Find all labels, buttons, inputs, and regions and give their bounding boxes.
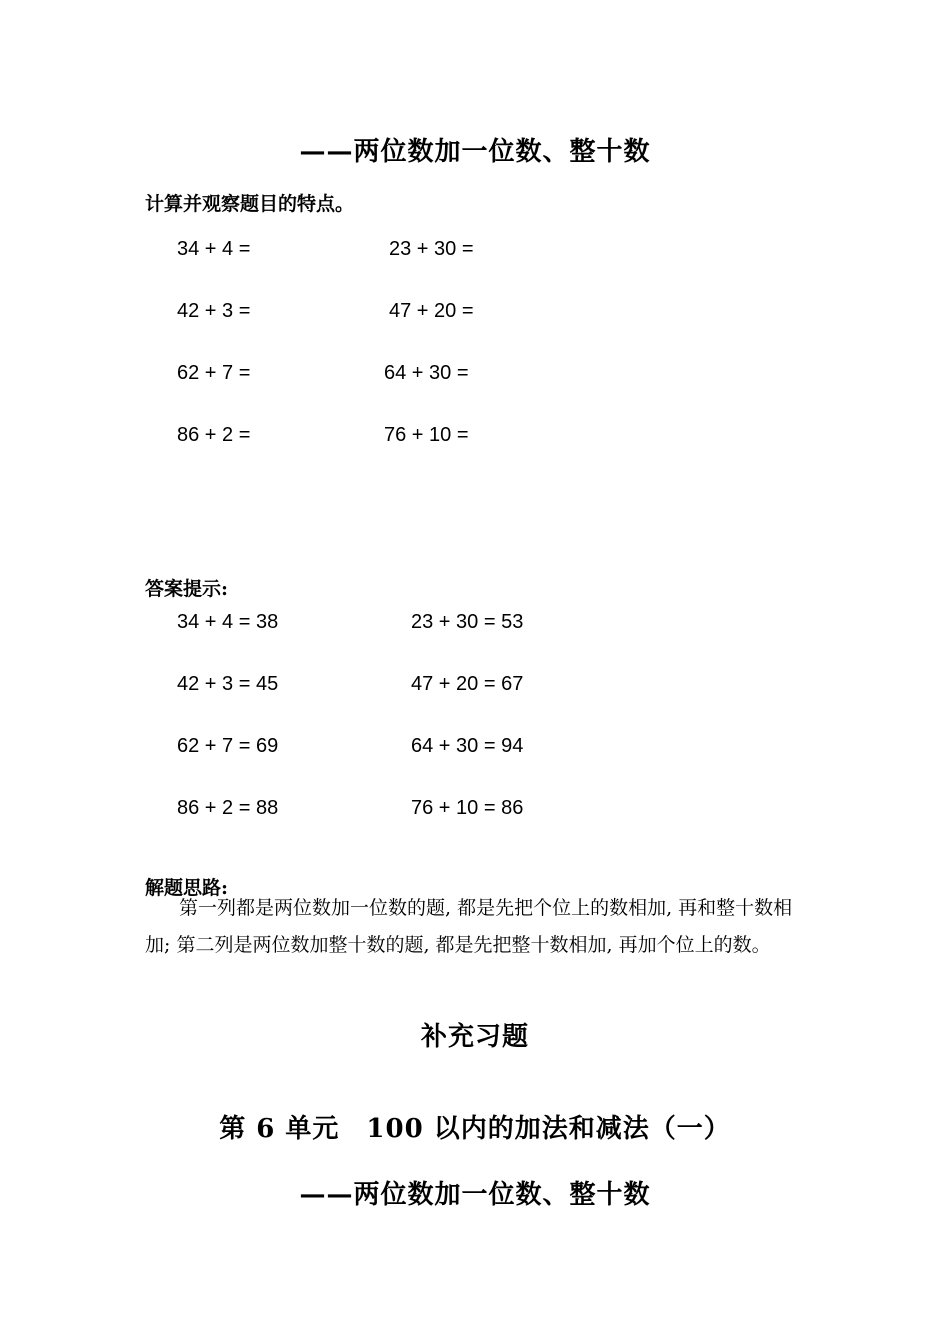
unit-title: 第 6 单元 100 以内的加法和减法（一）: [219, 1114, 731, 1144]
page-subtitle: ——两位数加一位数、整十数: [299, 137, 651, 167]
exercise-item: 23 + 30 =: [389, 238, 474, 260]
exercise-item: 64 + 30 =: [384, 362, 469, 384]
answer-heading: 答案提示:: [145, 578, 229, 600]
answer-item: 64 + 30 = 94: [411, 735, 524, 757]
answer-item: 62 + 7 = 69: [177, 735, 279, 757]
unit-subtitle: ——两位数加一位数、整十数: [299, 1180, 651, 1210]
thinking-paragraph: 第一列都是两位数加一位数的题, 都是先把个位上的数相加, 再和整十数相加; 第二列是两位数加整十数的题, 都是先把整十数相加, 再加个位上的数。: [145, 897, 793, 956]
answer-item: 86 + 2 = 88: [177, 797, 279, 819]
supplement-title: 补充习题: [420, 1022, 529, 1052]
exercise-item: 34 + 4 =: [177, 238, 251, 260]
exercise-item: 62 + 7 =: [177, 362, 251, 384]
answer-item: 34 + 4 = 38: [177, 611, 279, 633]
answer-item: 23 + 30 = 53: [411, 611, 524, 633]
thinking-heading: 解题思路:: [145, 877, 229, 899]
answer-item: 42 + 3 = 45: [177, 673, 279, 695]
exercise-item: 76 + 10 =: [384, 424, 469, 446]
exercise-item: 42 + 3 =: [177, 300, 251, 322]
exercise-item: 47 + 20 =: [389, 300, 474, 322]
instruction-text: 计算并观察题目的特点。: [145, 193, 355, 215]
answer-item: 47 + 20 = 67: [411, 673, 524, 695]
exercise-item: 86 + 2 =: [177, 424, 251, 446]
answer-item: 76 + 10 = 86: [411, 797, 524, 819]
